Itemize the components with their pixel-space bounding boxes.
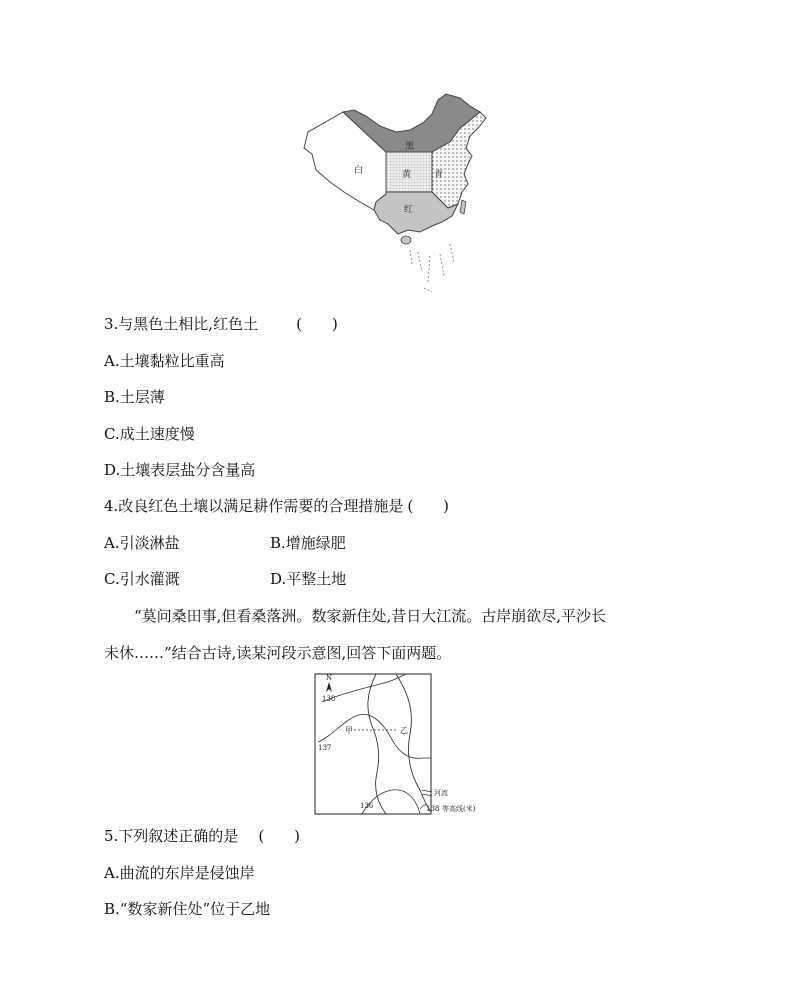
q3-stem-text: 3.与黑色土相比,红色土 (104, 315, 259, 333)
legend-contour-label: 等高线(米) (442, 805, 476, 813)
label-yellow: 黄 (402, 170, 412, 180)
q4-stem-text: 4.改良红色土壤以满足耕作需要的合理措施是 (104, 497, 404, 515)
q3-option-d: D.土壤表层盐分含量高 (104, 461, 256, 479)
q3-option-a: A.土壤黏粒比重高 (104, 352, 225, 370)
q5-option-a: A.曲流的东岸是侵蚀岸 (104, 864, 255, 882)
contour-138-label: 138 (322, 695, 336, 703)
q4-bracket: ( ) (407, 497, 450, 515)
place-jia: 甲 (345, 726, 353, 735)
contour-137-label: 137 (318, 744, 332, 752)
river-contour-diagram (310, 670, 490, 818)
q5-bracket: ( ) (258, 827, 301, 845)
passage-line-2: 未休……”结合古诗,读某河段示意图,回答下面两题。 (104, 644, 452, 662)
contour-136-label: 136 (360, 802, 374, 810)
q4-option-c: C.引水灌溉 (104, 570, 180, 588)
q4-option-d: D.平整土地 (270, 570, 347, 588)
legend-contour-value: 138 (426, 805, 440, 813)
q5-stem (104, 826, 300, 846)
hainan (401, 236, 411, 244)
taiwan (460, 200, 466, 214)
label-white: 白 (354, 166, 364, 176)
q5-stem-text: 5.下列叙述正确的是 (104, 827, 239, 845)
china-soil-map (300, 92, 505, 297)
q4-stem (104, 496, 449, 516)
label-black: 黑 (405, 142, 415, 152)
label-red: 红 (404, 205, 414, 215)
q3-option-b: B.土层薄 (104, 388, 165, 406)
legend-river-label: 河流 (434, 789, 448, 797)
south-sea-islands (410, 244, 454, 292)
passage-line-1: “莫问桑田事,但看桑落洲。数家新住处,昔日大江流。古岸崩欲尽,平沙长 (134, 607, 606, 625)
q3-option-c: C.成土速度慢 (104, 425, 195, 443)
north-label: N (326, 674, 333, 682)
q4-option-a: A.引淡淋盐 (104, 534, 180, 552)
q3-bracket: ( ) (296, 315, 338, 333)
label-cyan: 青 (434, 170, 444, 180)
q4-option-b: B.增施绿肥 (270, 534, 346, 552)
q3-stem (104, 314, 338, 334)
place-yi: 乙 (400, 726, 408, 735)
q5-option-b: B.“数家新住处”位于乙地 (104, 900, 271, 918)
